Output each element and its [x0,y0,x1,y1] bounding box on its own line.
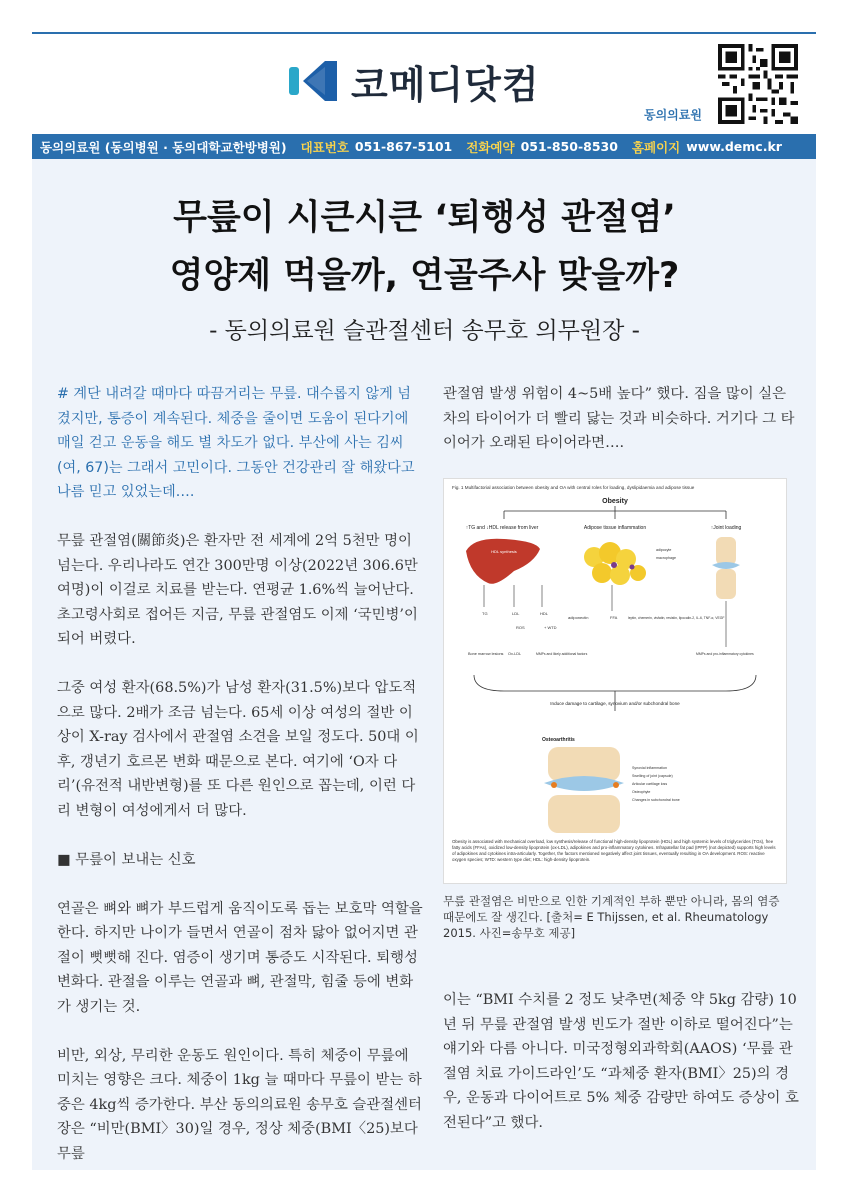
headline-line-2: 영양제 먹을까, 연골주사 맞을까? [169,256,680,296]
knee-joint-top-illustration [712,537,740,599]
figure-wtd: + WTD [544,625,557,630]
figure-osteoarthritis: Osteoarthritis [542,737,575,743]
paragraph-5: 관절염 발생 위험이 4~5배 높다” 했다. 짐을 많이 실은 차의 타이어가 더 빨리 닳는 것과 비슷하다. 거기다 그 타이어가 오래된 타이어라면…. [443,386,795,451]
reservation-phone[interactable]: 051-850-8530 [520,139,618,154]
paragraph-2: 그중 여성 환자(68.5%)가 남성 환자(31.5%)보다 압도적으로 많다. 2배가 조금 넘는다. 65세 이상 여성의 절반 이상이 X-ray 검사에서 관절염 소견을 보일 정도다. 50대 이후, 갱년기 호르몬 변화 때문으로 본다. 여기에 ‘O자 다리’(유전적 내반변형)를 또 다른 원인으로 꼽는데, 이런 다리 변형이 여성에게서 더 많다. [57,680,419,819]
lead-paragraph: # 계단 내려갈 때마다 따끔거리는 무릎. 대수롭지 않게 넘겼지만, 통증이 계속된다. 체중을 줄이면 도움이 된다기에 매일 걷고 운동을 해도 별 차도가 없다. 부산에 사는 김씨(여, 67)는 그래서 고민이다. 그동안 건강관리 잘 해왔다고 나름 믿고 있었는데…. [57,386,415,500]
liver-illustration [466,539,540,584]
figure-legend-5: Changes in subchondral bone [632,798,680,802]
paragraph-3: 연골은 뼈와 뼈가 부드럽게 움직이도록 돕는 보호막 역할을 한다. 하지만 나이가 들면서 연골이 점차 닳아 없어지면 관절이 뻣뻣해 진다. 염증이 생기며 통증도 시작된다. 퇴행성 변화다. 관절을 이루는 연골과 뼈, 관절막, 힘줄 등에 변화가 생기는 것. [57,900,423,1015]
reservation-phone-label: 전화예약 [466,139,515,155]
figure-macrophage: macrophage [656,556,676,560]
logo-text: 코메디닷컴 [351,62,540,107]
figure-caption: 무릎 관절염은 비만으로 인한 기계적인 부하 뿐만 아니라, 몸의 염증 때문에도 잘 생긴다. [출처= E Thijssen, et al. Rheumatology 2015. 사진=송무호 제공] [443,894,780,940]
obesity-oa-figure [443,478,787,884]
org-name: 동의의료원 (동의병원 · 동의대학교한방병원) [40,139,287,155]
figure-branch-adipose: Adipose tissue inflammation [583,525,647,531]
figure-adiponectin: adiponectin [568,615,589,620]
right-column-top [443,382,803,480]
figure-footnote: Obesity is associated with mechanical overload, low synthesis/release of functional high-density lipoprotein (HDL) and high systemic levels of triglycerides (TGs), free fatty acids (FFAs), oxidized low-density lipoprotein (ox-LDL), adipokines and pro-inflammatory cytokines. Infrapatellar fat pad (IPFP) (not depicted) supports high levels of adipokines and cytokines intra-articularly. Together, the factors mentioned negatively affect joint tissues, eventually resulting in OA development. ROS: reactive oxygen species; WTD: western type diet; HDL: high-density lipoprotein. [452,839,776,862]
figure-bone-marrow: Bone marrow lesions [468,652,504,656]
figure-oxldl: Ox-LDL [508,652,522,656]
byline: - 동의의료원 슬관절센터 송무호 의무원장 - [209,318,640,344]
figure-cytokines: leptin, chemerin, visfatin, resistin, lipocalin-2, IL-6, TNF-α, VEGF [628,616,725,620]
figure-branch-loading: ↑Joint loading [710,525,742,531]
homepage-label: 홈페이지 [631,139,681,155]
figure-hdl: HDL [540,611,549,616]
qr-label: 동의의료원 [644,108,702,122]
figure-legend-4: Osteophyte [632,790,651,794]
contact-bar [32,134,816,159]
paragraph-1: 무릎 관절염(關節炎)은 환자만 전 세계에 2억 5천만 명이 넘는다. 우리나라도 연간 300만명 이상(2022년 306.6만여명)이 이걸로 치료를 받는다. 연평균 1.6%씩 늘어난다. 초고령사회로 접어든 지금, 무릎 관절염도 이제 ‘국민병’이 되어 버렸다. [57,533,418,647]
header-rule [32,32,816,34]
paragraph-6: 이는 “BMI 수치를 2 정도 낮추면(체중 약 5kg 감량) 10년 뒤 무릎 관절염 발생 빈도가 절반 이하로 떨어진다”는 얘기와 다름 아니다. 미국정형외과학회(AAOS) ‘무릎 관절염 치료 가이드라인’도 “과체중 환자(BMI〉25)의 경우, 운동과 다이어트로 5% 체중 감량만 하여도 증상이 호전된다”고 했다. [443,992,799,1131]
figure-legend-2: Swelling of joint (capsule) [632,774,673,778]
figure-legend-3: Articular cartilage loss [632,782,668,786]
figure-adipocyte: adipocyte [656,548,672,552]
figure-mmps: MMPs and likely additional factors [536,652,588,656]
figure-ffa: FFA [610,615,618,620]
figure-legend-1: Synovial inflammation [632,766,667,770]
logo [285,53,540,109]
headline-line-1: 무릎이 시큰시큰 ‘퇴행성 관절염’ [173,198,676,238]
left-column [57,382,423,1191]
figure-ldl: LDL [512,611,520,616]
figure-mmps-cytokines: MMPs and pro-inflammatory cytokines [696,652,754,656]
qr-code-icon[interactable] [718,44,798,124]
rep-phone-label: 대표번호 [300,139,349,155]
komedi-logo-icon [285,53,341,109]
figure-tg: TG [482,611,488,616]
figure-branch-liver: ↑TG and ↓HDL release from liver [465,525,539,531]
figure-induce-damage: Induce damage to cartilage, synovium and/or subchondral bone [550,701,680,706]
figure-hdl-synthesis: HDL synthesis [491,549,517,554]
section-heading: ■ 무릎이 보내는 신호 [57,851,196,868]
adipose-tissue-illustration [584,542,676,585]
homepage-link[interactable]: www.demc.kr [686,139,782,154]
figure-ros: ROS [516,625,525,630]
right-column-bottom [443,988,805,1160]
figure-title: Fig. 1 Multifactorial association between obesity and OA with central roles for loading, dyslipidaemia and adipose tissue [452,485,695,490]
osteoarthritis-knee-illustration [544,747,624,833]
paragraph-4: 비만, 외상, 무리한 운동도 원인이다. 특히 체중이 무릎에 미치는 영향은 크다. 체중이 1kg 늘 때마다 무릎이 받는 하중은 4kg씩 증가한다. 부산 동의의료원 송무호 슬관절센터장은 “비만(BMI〉30)일 경우, 정상 체중(BMI〈25)보다 무릎 [57,1047,422,1162]
figure-obesity-label: Obesity [602,498,628,505]
rep-phone[interactable]: 051-867-5101 [354,139,453,154]
